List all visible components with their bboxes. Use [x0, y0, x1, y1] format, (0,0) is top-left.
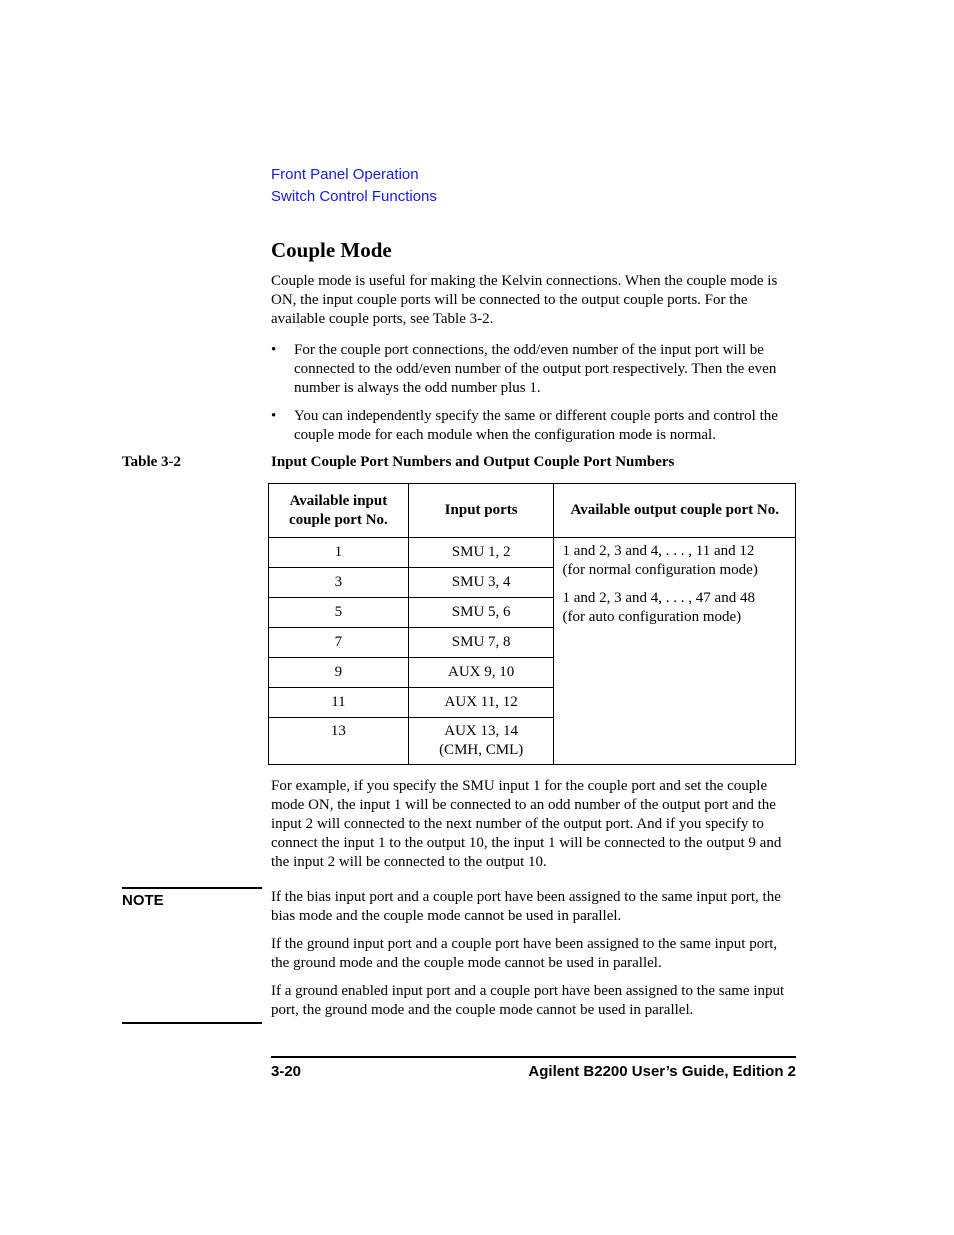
breadcrumb-link-switch-control-functions[interactable]: Switch Control Functions: [271, 188, 437, 205]
cell-port: 7: [269, 628, 409, 658]
cell-port: 9: [269, 658, 409, 688]
guide-title: Agilent B2200 User’s Guide, Edition 2: [528, 1063, 796, 1080]
table-row: [269, 538, 796, 568]
output-normal-line2: (for normal configuration mode): [562, 562, 758, 578]
output-normal-line1: 1 and 2, 3 and 4, . . . , 11 and 12: [562, 543, 755, 559]
cell-inputs: AUX 11, 12: [408, 688, 554, 718]
output-auto-line1: 1 and 2, 3 and 4, . . . , 47 and 48: [562, 590, 755, 606]
cell-output-ports: [554, 538, 796, 765]
breadcrumb-link-front-panel-operation[interactable]: Front Panel Operation: [271, 166, 419, 183]
bullet-text: You can independently specify the same or different couple ports and control the couple mode for each module when the configuration mode is normal.: [294, 408, 778, 443]
cell-port: 13: [269, 718, 409, 765]
cell-inputs: SMU 5, 6: [408, 598, 554, 628]
footer-rule: [271, 1056, 796, 1058]
bullet-item: [271, 341, 796, 398]
example-paragraph: For example, if you specify the SMU input 1 for the couple port and set the couple mode ON, the input 1 will be connected to an odd number of the output port and the input 2 will connected to the next number of the output port. And if you specify to connect the input 1 to the output 10, the input 1 will be connected to the output 9 and the input 2 will be connected to the output 10.: [271, 778, 782, 870]
table-number: Table 3-2: [122, 454, 182, 470]
intro-paragraph: Couple mode is useful for making the Kelvin connections. When the couple mode is ON, the input couple ports will be connected to the output couple ports. For the available couple ports, see Table 3-2.: [271, 273, 778, 327]
note-bottom-rule: [122, 1022, 262, 1024]
breadcrumb: [271, 164, 437, 208]
cell-inputs: SMU 3, 4: [408, 568, 554, 598]
bullet-text: For the couple port connections, the odd/even number of the input port will be connected to the odd/even number of the output port respectively. Then the even number is always the odd number plus 1.: [294, 342, 777, 396]
section-title: Couple Mode: [271, 238, 392, 262]
couple-port-table: [268, 483, 796, 765]
cell-inputs-line2: (CMH, CML): [439, 742, 524, 758]
cell-port: 1: [269, 538, 409, 568]
table-header-row: [269, 484, 796, 538]
note-paragraph: If the bias input port and a couple port have been assigned to the same input port, the bias mode and the couple mode cannot be used in parallel.: [271, 889, 781, 924]
cell-inputs: [408, 718, 554, 765]
bullet-icon: •: [271, 408, 277, 424]
page-number: 3-20: [271, 1063, 302, 1080]
cell-inputs: AUX 9, 10: [408, 658, 554, 688]
note-paragraph: If the ground input port and a couple port have been assigned to the same input port, the ground mode and the couple mode cannot be used in parallel.: [271, 936, 778, 971]
cell-port: 11: [269, 688, 409, 718]
header-input-ports: Input ports: [408, 484, 554, 538]
header-available-output: Available output couple port No.: [554, 484, 796, 538]
cell-port: 3: [269, 568, 409, 598]
bullet-icon: •: [271, 342, 277, 358]
note-label: NOTE: [122, 887, 262, 909]
cell-inputs: SMU 1, 2: [408, 538, 554, 568]
cell-port: 5: [269, 598, 409, 628]
bullet-item: [271, 407, 796, 445]
note-paragraph: If a ground enabled input port and a couple port have been assigned to the same input port, the ground mode and the couple mode cannot be used in parallel.: [271, 983, 785, 1018]
cell-inputs: SMU 7, 8: [408, 628, 554, 658]
header-available-input: Available input couple port No.: [269, 484, 409, 538]
table-title: Input Couple Port Numbers and Output Couple Port Numbers: [271, 454, 675, 470]
output-auto-line2: (for auto configuration mode): [562, 609, 742, 625]
cell-inputs-line1: AUX 13, 14: [444, 723, 519, 739]
